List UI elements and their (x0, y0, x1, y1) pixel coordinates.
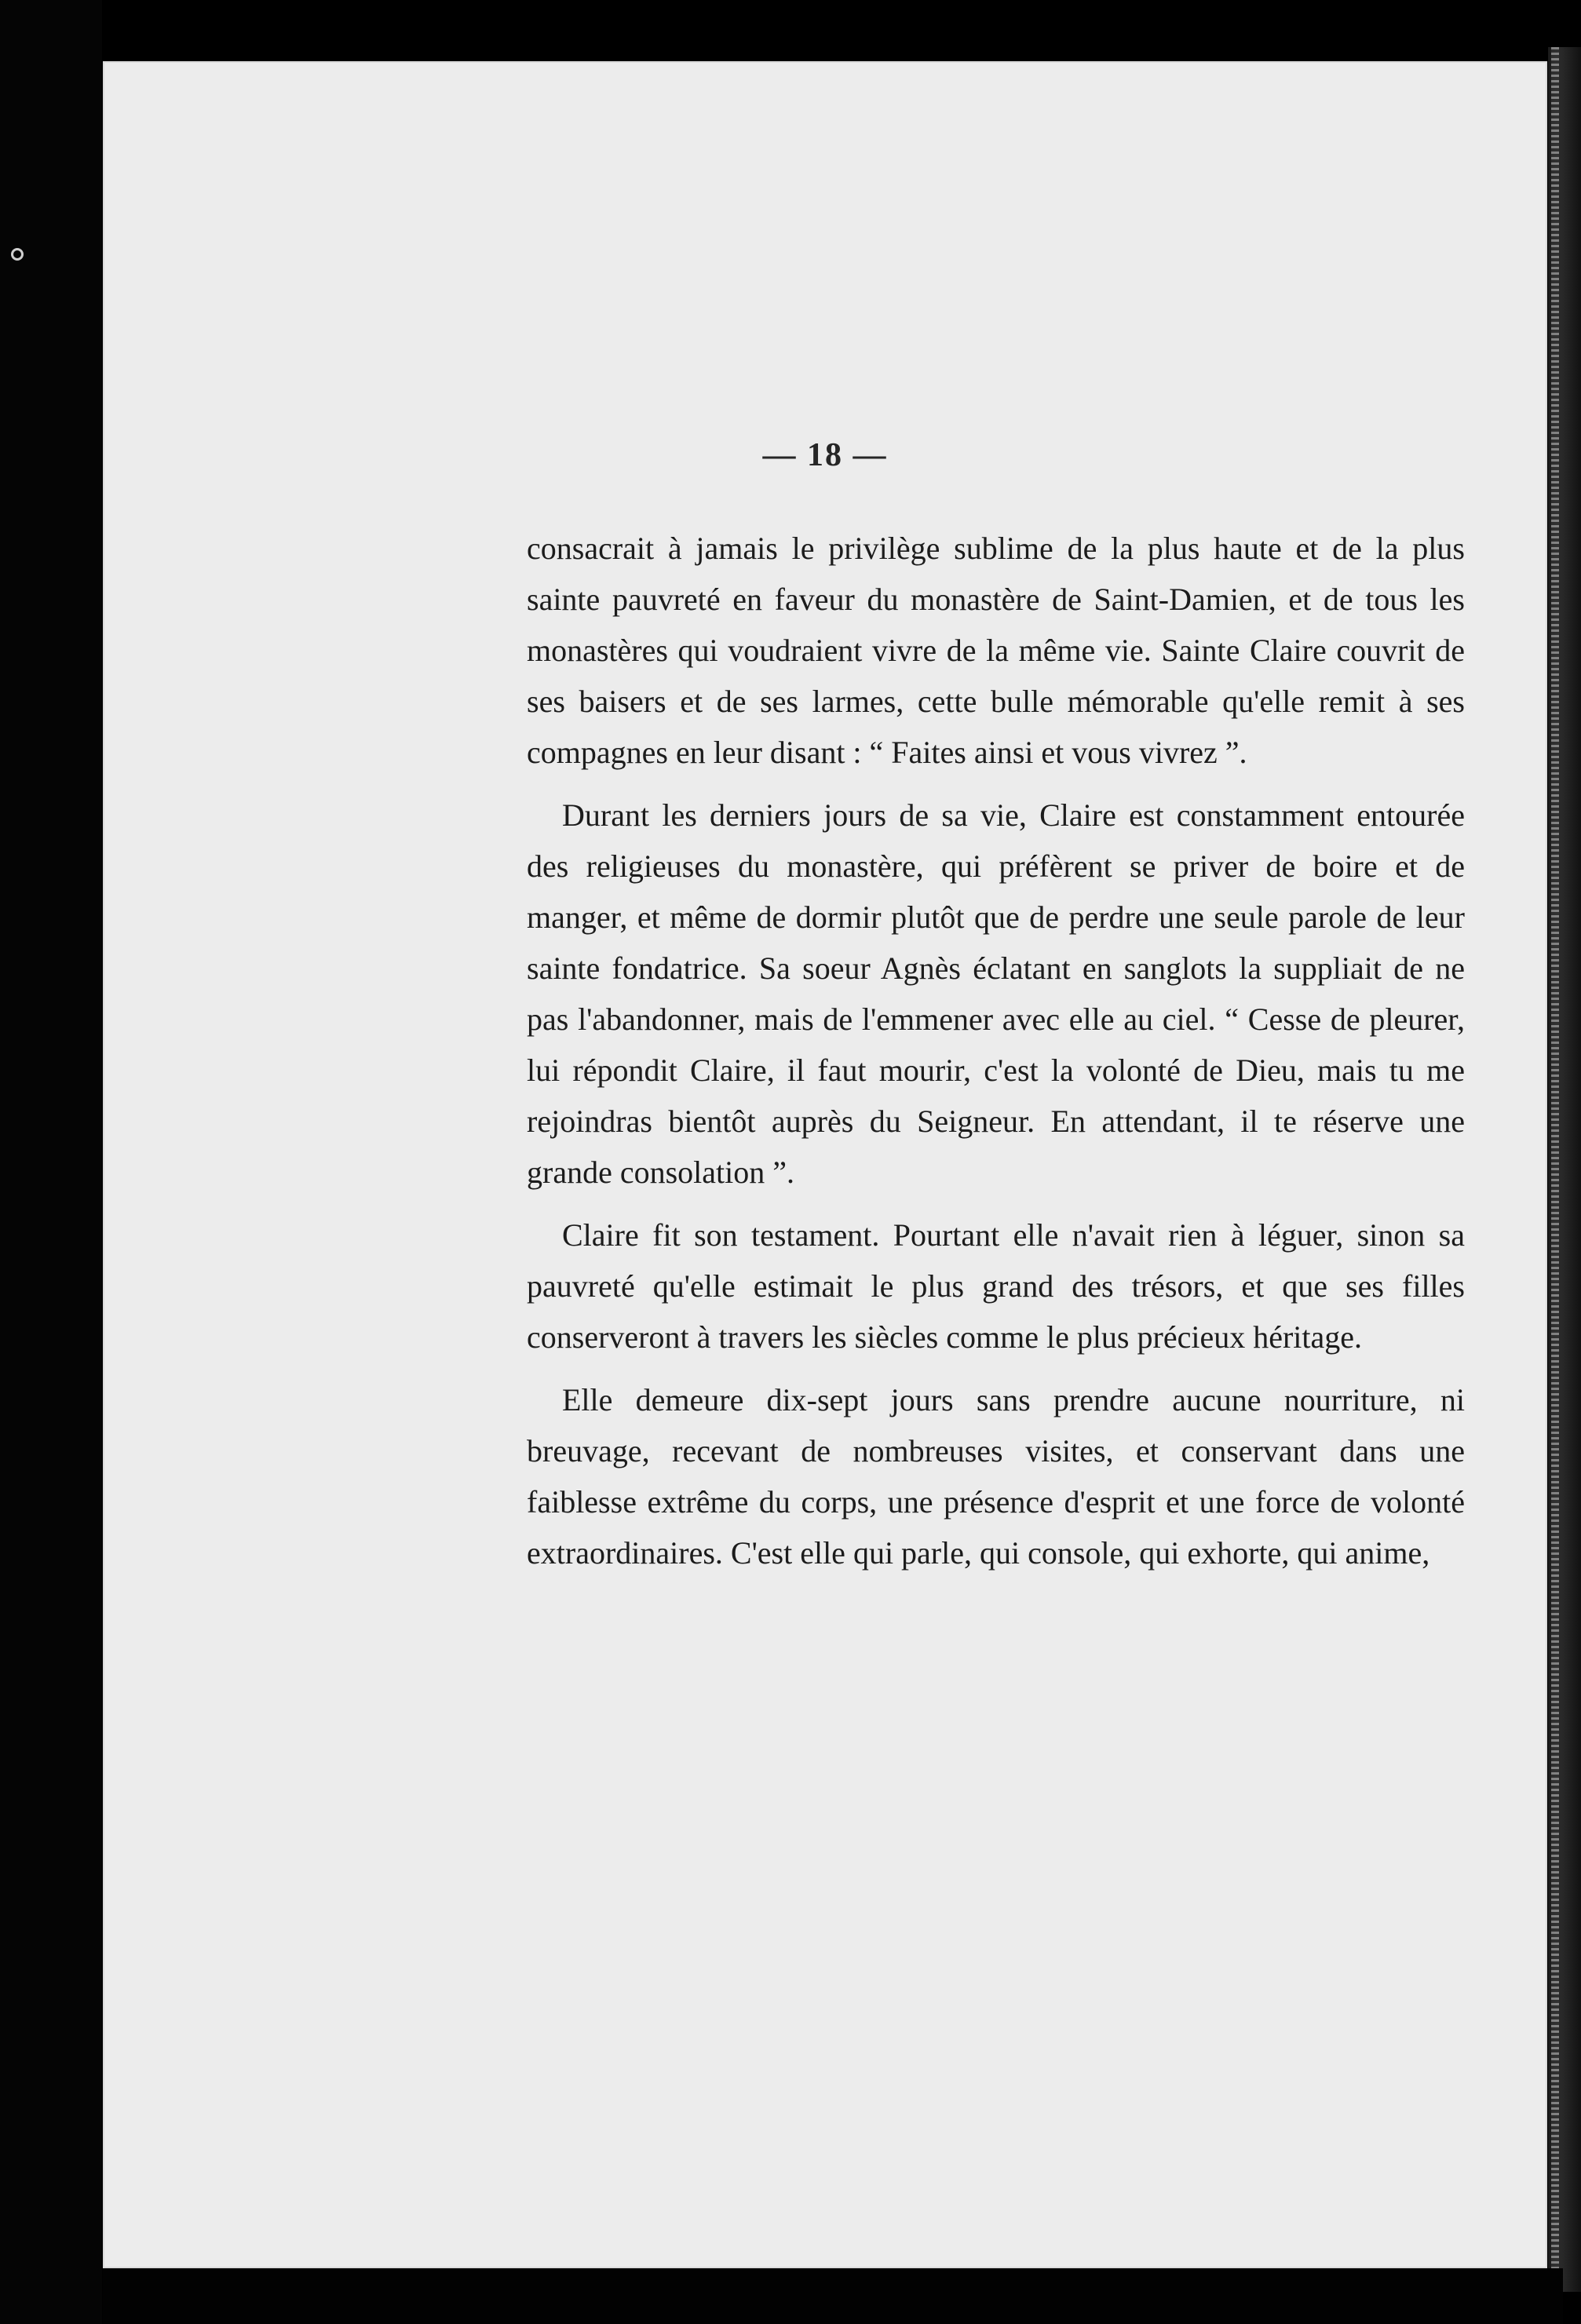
paragraph-1: consacrait à jamais le privilège sublime de la plus haute et de la plus sainte pauvreté en faveur du monastère de Saint-Damien, et de tous les monastères qui voudraient vivre de la même vie. Sainte Claire couvrit de ses baisers et de ses larmes, cette bulle mémorable qu'elle remit à ses compagnes en leur disant : “ Faites ainsi et vous vivrez ”. (527, 531, 1465, 770)
paragraph-2: Durant les derniers jours de sa vie, Claire est constamment entourée des religieuses du monastère, qui préfèrent se priver de boire et de manger, et même de dormir plutôt que de perdre une seule parole de leur sainte fondatrice. Sa soeur Agnès éclatant en sanglots la suppliait de ne pas l'abandonner, mais de l'emmener avec elle au ciel. “ Cesse de pleurer, lui répondit Claire, il faut mourir, c'est la volonté de Dieu, mais tu me rejoindras bientôt auprès du Seigneur. En attendant, il te réserve une grande consolation ”. (527, 797, 1465, 1190)
paragraph-3: Claire fit son testament. Pourtant elle n'avait rien à léguer, sinon sa pauvreté qu'elle estimait le plus grand des trésors, et que ses filles conserveront à travers les siècles comme le plus précieux héritage. (527, 1217, 1465, 1355)
page-number: — 18 — (762, 437, 888, 473)
paragraph-4: Elle demeure dix-sept jours sans prendre aucune nourriture, ni breuvage, recevant de nombreuses visites, et conservant dans une faiblesse extrême du corps, une présence d'esprit et une force de volonté extraordinaires. C'est elle qui parle, qui console, qui exhorte, qui anime, (527, 1382, 1465, 1571)
page-bottom-shadow (103, 2268, 1563, 2324)
scan-mark-icon (11, 248, 24, 261)
body-text (527, 523, 1465, 1590)
scan-margin-left (0, 0, 102, 2324)
page-edge-right (1548, 47, 1581, 2292)
document-page (103, 61, 1547, 2268)
